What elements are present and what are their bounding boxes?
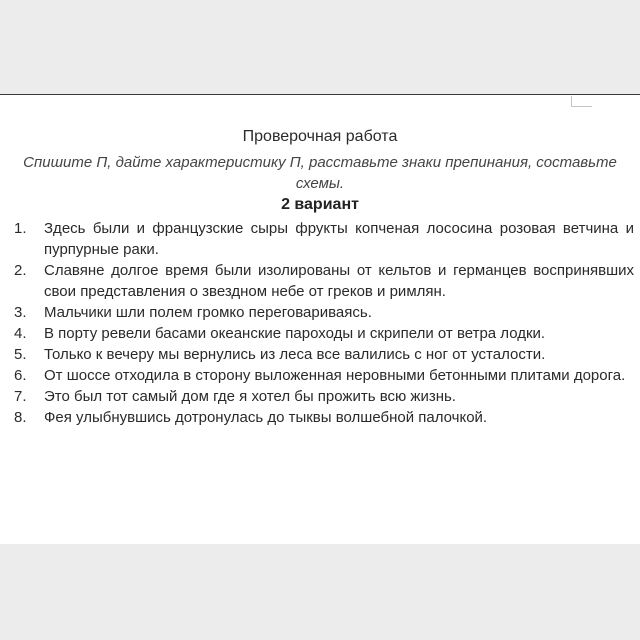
item-text: Это был тот самый дом где я хотел бы прожить всю жизнь.: [44, 388, 456, 405]
item-number: 5.: [14, 346, 27, 363]
list-item: [14, 365, 634, 386]
item-number: 7.: [14, 388, 27, 405]
item-text: Славяне долгое время были изолированы от кельтов и германцев воспринявших свои представления о звездном небе от греков и римлян.: [44, 262, 634, 300]
sentence-list: [14, 218, 634, 428]
item-text: Только к вечеру мы вернулись из леса все валились с ног от усталости.: [44, 346, 546, 363]
item-number: 8.: [14, 409, 27, 426]
list-item: [14, 323, 634, 344]
list-item: [14, 302, 634, 323]
item-number: 1.: [14, 220, 27, 237]
list-item: [14, 344, 634, 365]
list-item: [14, 260, 634, 302]
page-corner-mark: [571, 96, 592, 107]
task-instruction: Спишите П, дайте характеристику П, расставьте знаки препинания, составьте схемы.: [23, 154, 617, 192]
list-item: [14, 386, 634, 407]
item-text: Фея улыбнувшись дотронулась до тыквы волшебной палочкой.: [44, 409, 488, 426]
item-number: 6.: [14, 367, 27, 384]
item-text: В порту ревели басами океанские пароходы и скрипели от ветра лодки.: [44, 325, 546, 342]
item-number: 4.: [14, 325, 27, 342]
item-text: Мальчики шли полем громко переговариваясь.: [44, 304, 372, 321]
list-item: [14, 407, 634, 428]
item-text: От шоссе отходила в сторону выложенная неровными бетонными плитами дорога.: [44, 367, 626, 384]
list-item: [14, 218, 634, 260]
variant-label: 2 вариант: [281, 196, 359, 213]
item-number: 2.: [14, 262, 27, 279]
document-title: Проверочная работа: [242, 128, 398, 145]
item-text: Здесь были и французские сыры фрукты копченая лососина розовая ветчина и пурпурные раки.: [44, 220, 634, 258]
item-number: 3.: [14, 304, 27, 321]
